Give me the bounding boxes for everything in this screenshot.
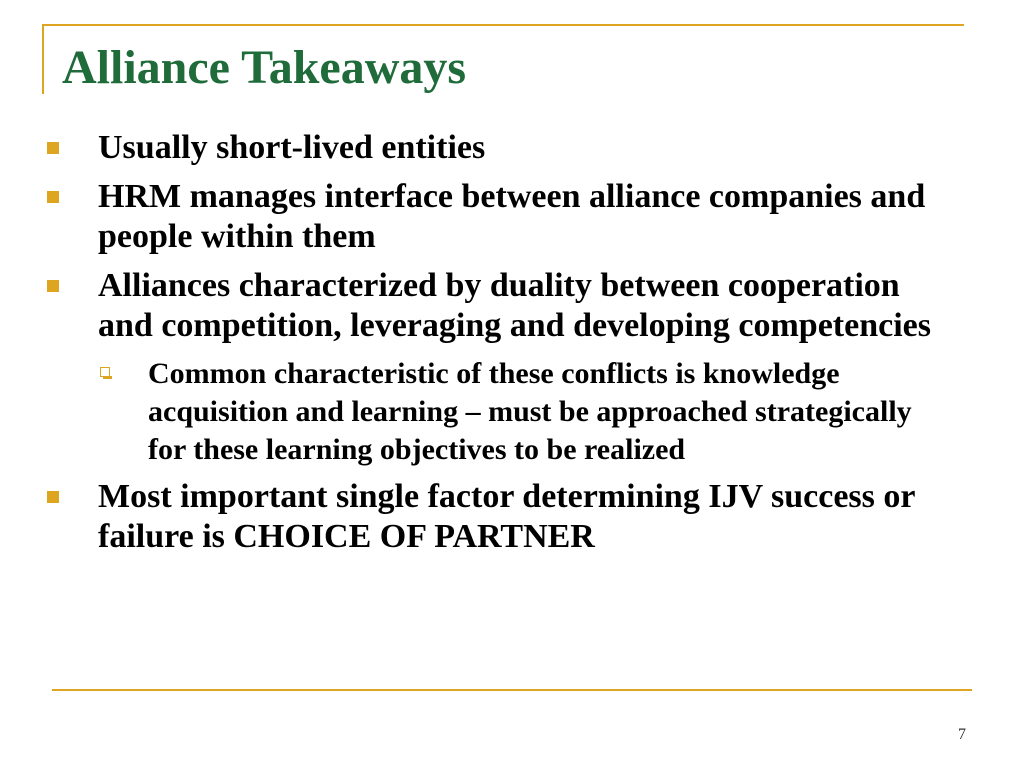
square-bullet-icon bbox=[47, 191, 59, 203]
title-frame-left-rule bbox=[42, 24, 44, 94]
bullet-item bbox=[44, 266, 944, 346]
sub-bullet-item bbox=[148, 355, 944, 469]
footer-rule bbox=[52, 689, 972, 691]
bullet-list bbox=[44, 128, 944, 566]
bullet-item bbox=[44, 477, 944, 557]
bullet-text: HRM manages interface between alliance companies and people within them bbox=[98, 178, 926, 255]
square-bullet-icon bbox=[47, 491, 59, 503]
bullet-text: Alliances characterized by duality between cooperation and competition, leveraging and developing competencies bbox=[98, 267, 931, 344]
bullet-text: Usually short-lived entities bbox=[98, 129, 486, 166]
sub-bullet-text: Common characteristic of these conflicts is knowledge acquisition and learning – must be approached strategically for these learning objectives to be realized bbox=[148, 357, 912, 466]
bullet-item bbox=[44, 177, 944, 257]
slide-title: Alliance Takeaways bbox=[62, 41, 467, 94]
title-frame-top-rule bbox=[44, 24, 964, 26]
hollow-square-bullet-icon bbox=[100, 367, 110, 377]
bullet-text: Most important single factor determining IJV success or failure is CHOICE OF PARTNER bbox=[98, 478, 915, 555]
square-bullet-icon bbox=[47, 280, 59, 292]
square-bullet-icon bbox=[47, 142, 59, 154]
bullet-item bbox=[44, 128, 944, 168]
page-number: 7 bbox=[958, 726, 966, 743]
